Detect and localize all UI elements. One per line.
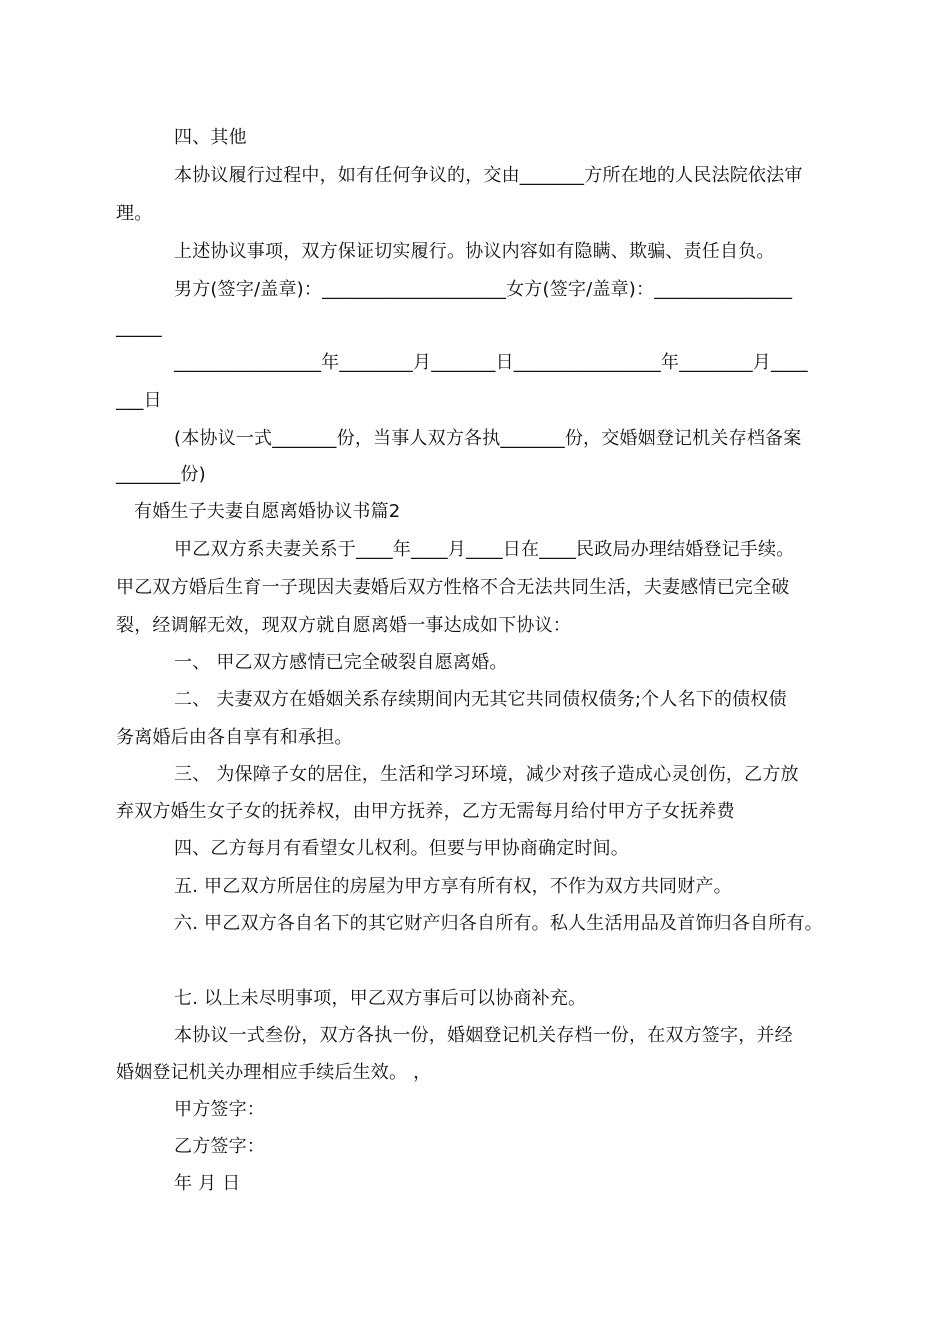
date-line-2: ___日 [116,390,162,411]
effectiveness-line-1: 本协议一式叁份，双方各执一份，婚姻登记机关存档一份，在双方签字，并经 [174,1025,793,1046]
clause-7: 七. 以上未尽明事项，甲乙双方事后可以协商补充。 [174,988,587,1009]
party-a-signature: 甲方签字： [174,1099,265,1120]
clause-5: 五. 甲乙双方所居住的房屋为甲方享有所有权，不作为双方共同财产。 [174,876,732,897]
dispute-clause-line-2: 理。 [116,203,153,224]
effectiveness-line-2: 婚姻登记机关办理相应手续后生效。 ， [116,1062,432,1083]
clause-3-line-1: 三、 为保障子女的居住，生活和学习环境，减少对孩子造成心灵创伤，乙方放 [174,764,799,785]
copies-note-line-1: (本协议一式_______份，当事人双方各执_______份，交婚姻登记机关存档备案 [174,428,802,449]
marriage-registration-line: 甲乙双方系夫妻关系于____年____月____日在____民政局办理结婚登记手续。 [174,539,795,560]
signature-date: 年 月 日 [174,1173,241,1194]
clause-4: 四、乙方每月有看望女儿权利。但要与甲协商确定时间。 [174,838,629,859]
background-line-2: 裂，经调解无效，现双方就自愿离婚一事达成如下协议： [116,615,571,636]
clause-1: 一、 甲乙双方感情已完全破裂自愿离婚。 [174,652,508,673]
clause-6: 六. 甲乙双方各自名下的其它财产归各自所有。私人生活用品及首饰归各自所有。 [174,913,823,934]
clause-2-line-1: 二、 夫妻双方在婚姻关系存续期间内无其它共同债权债务;个人名下的债权债 [174,689,787,710]
signature-line-2: _____ [116,317,162,338]
dispute-clause-line-1: 本协议履行过程中，如有任何争议的，交由_______方所在地的人民法院依法审 [174,165,803,186]
date-line-1: ________________年________月_______日________________年________月____ [174,352,808,373]
signature-line-1: 男方(签字/盖章)：____________________女方(签字/盖章)：_______________ [174,279,793,300]
copies-note-line-2: _______份) [116,464,206,485]
party-b-signature: 乙方签字： [174,1136,265,1157]
clause-2-line-2: 务离婚后由各自享有和承担。 [116,727,353,748]
article-title: 有婚生子夫妻自愿离婚协议书篇2 [134,501,401,522]
clause-3-line-2: 弃双方婚生女子女的抚养权，由甲方抚养，乙方无需每月给付甲方子女抚养费 [116,801,735,822]
section-heading-other: 四、其他 [174,127,247,148]
guarantee-clause: 上述协议事项，双方保证切实履行。协议内容如有隐瞒、欺骗、责任自负。 [174,241,775,262]
background-line-1: 甲乙双方婚后生育一子现因夫妻婚后双方性格不合无法共同生活，夫妻感情已完全破 [116,577,790,598]
